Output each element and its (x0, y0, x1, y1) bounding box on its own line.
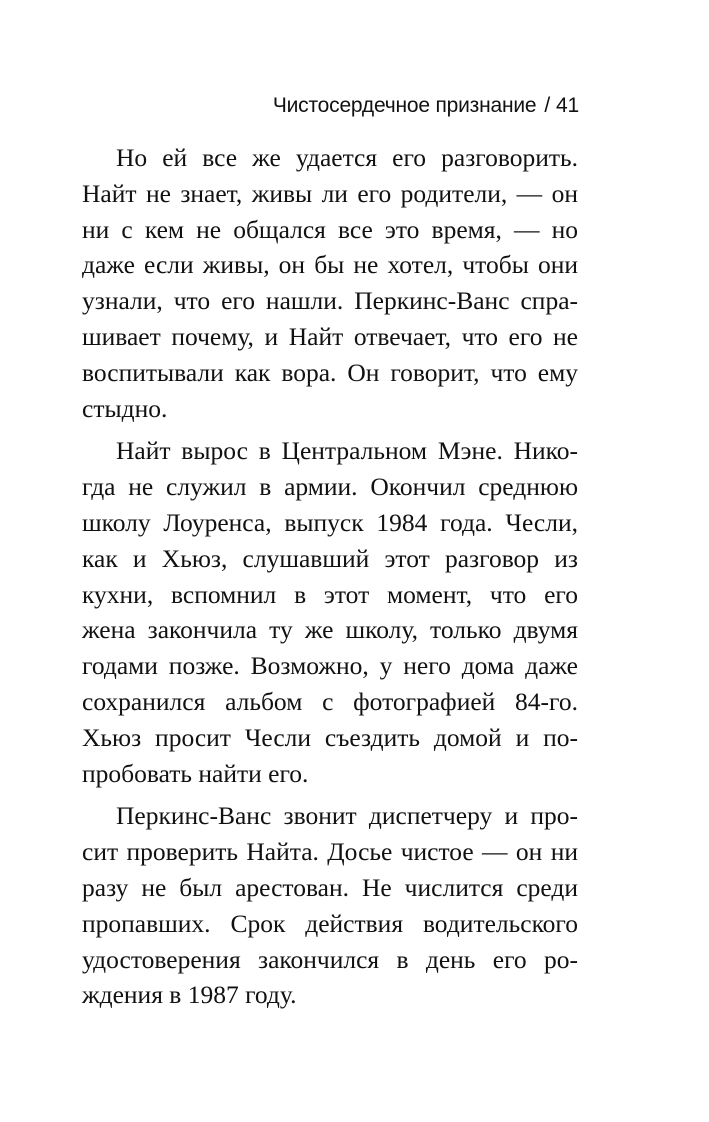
running-title: Чистосердечное признание (272, 94, 537, 117)
text-line: шивает почему, и Найт отвечает, что его не (82, 321, 578, 351)
paragraph-2 (82, 433, 578, 791)
text-line: стыдно. (82, 393, 168, 423)
paragraph-3 (82, 798, 578, 1013)
text-line: жена закончила ту же школу, только двумя (82, 615, 578, 645)
text-line: разу не был арестован. Не числится среди (82, 872, 578, 902)
text-line: годами позже. Возможно, у него дома даже (82, 651, 578, 681)
text-line: как и Хьюз, слушавший этот разговор из (82, 543, 578, 573)
text-line: кухни, вспомнил в этот момент, что его (82, 579, 578, 609)
text-line: пробовать найти его. (82, 758, 309, 788)
header-separator: / (544, 94, 551, 117)
text-line: Хьюз просит Чесли съездить домой и по- (82, 722, 578, 752)
text-line: удостоверения закончился в день его ро- (82, 944, 578, 974)
text-line: Перкинс-Ванс звонит диспетчеру и про- (116, 801, 578, 831)
text-line: сохранился альбом с фотографией 84-го. (82, 686, 578, 716)
page-number: 41 (556, 94, 579, 117)
text-line: ждения в 1987 году. (82, 980, 297, 1010)
text-line: школу Лоуренса, выпуск 1984 года. Чесли, (82, 507, 578, 537)
paragraph-1 (82, 140, 578, 426)
text-line: пропавших. Срок действия водительского (82, 908, 578, 938)
text-line: гда не служил в армии. Окончил среднюю (82, 472, 578, 502)
text-line: даже если живы, он бы не хотел, чтобы они (82, 250, 578, 280)
text-line: сит проверить Найта. Досье чистое — он ни (82, 837, 578, 867)
body-text (82, 140, 578, 1020)
text-line: Найт не знает, живы ли его родители, — он (82, 178, 578, 208)
running-head (273, 94, 579, 118)
text-line: ни с кем не общался все это время, — но (82, 214, 578, 244)
text-line: воспитывали как вора. Он говорит, что ему (82, 357, 578, 387)
text-line: Но ей все же удается его разговорить. (116, 143, 578, 172)
text-line: узнали, что его нашли. Перкинс-Ванс спра- (82, 286, 578, 316)
text-line: Найт вырос в Центральном Мэне. Нико- (116, 436, 578, 466)
